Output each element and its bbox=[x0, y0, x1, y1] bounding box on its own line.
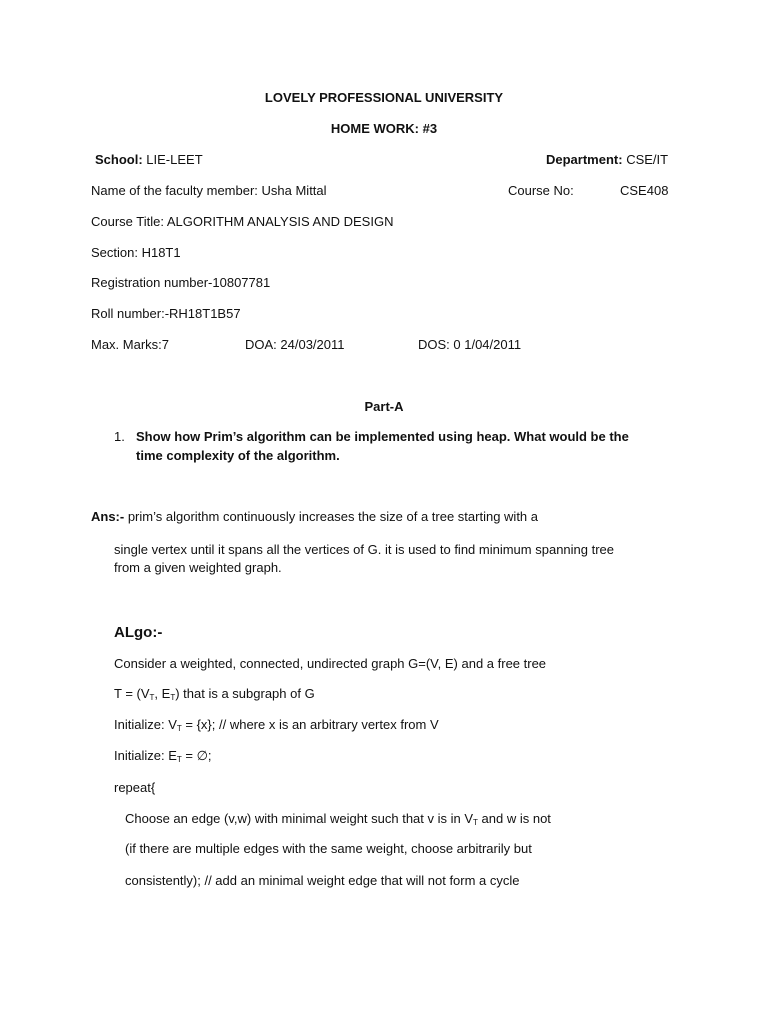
question-line-2: time complexity of the algorithm. bbox=[136, 448, 340, 463]
algo-consider: Consider a weighted, connected, undirected graph G=(V, E) and a free tree bbox=[114, 656, 547, 671]
algo-init-v-suffix: = {x}; // where x is an arbitrary vertex from V bbox=[181, 717, 439, 732]
university-title: LOVELY PROFESSIONAL UNIVERSITY bbox=[264, 90, 504, 105]
part-heading: Part-A bbox=[364, 399, 404, 414]
course-no-value: CSE408 bbox=[620, 183, 669, 198]
algo-tree-prefix: T = (V bbox=[114, 686, 150, 701]
registration-line: Registration number-10807781 bbox=[91, 275, 271, 290]
algo-tree-sub-e: T bbox=[170, 693, 176, 702]
school-label: School: bbox=[95, 152, 143, 167]
algo-init-v-prefix: Initialize: V bbox=[114, 717, 177, 732]
school-value: LIE-LEET bbox=[142, 152, 203, 167]
question-number: 1. bbox=[114, 429, 125, 444]
max-marks: Max. Marks:7 bbox=[91, 337, 170, 352]
doa: DOA: 24/03/2011 bbox=[245, 337, 345, 352]
course-no-label: Course No: bbox=[508, 183, 574, 198]
answer-line-2: single vertex until it spans all the vertices of G. it is used to find minimum spanning tree bbox=[114, 542, 615, 557]
school-line bbox=[95, 152, 203, 168]
department-value: CSE/IT bbox=[622, 152, 669, 167]
algo-tree-suffix: ) that is a subgraph of G bbox=[175, 686, 315, 701]
algo-tree bbox=[114, 686, 315, 706]
answer-line-1 bbox=[91, 509, 538, 525]
algo-repeat: repeat{ bbox=[114, 780, 156, 795]
algo-multiple: (if there are multiple edges with the same weight, choose arbitrarily but bbox=[125, 841, 532, 856]
department-label: Department: bbox=[546, 152, 623, 167]
algo-consistently: consistently); // add an minimal weight edge that will not form a cycle bbox=[125, 873, 520, 888]
answer-text-1: prim’s algorithm continuously increases the size of a tree starting with a bbox=[124, 509, 539, 524]
algo-heading: ALgo:- bbox=[114, 624, 163, 641]
algo-init-e-suffix: = ∅; bbox=[181, 748, 212, 763]
algo-choose-prefix: Choose an edge (v,w) with minimal weight such that v is in V bbox=[125, 811, 474, 826]
algo-tree-sub-v: T bbox=[149, 693, 155, 702]
algo-init-e-prefix: Initialize: E bbox=[114, 748, 177, 763]
algo-init-v bbox=[114, 717, 439, 737]
algo-choose-sub: T bbox=[473, 818, 478, 827]
section-line: Section: H18T1 bbox=[91, 245, 181, 260]
answer-label: Ans:- bbox=[91, 509, 125, 524]
homework-title: HOME WORK: #3 bbox=[330, 121, 438, 136]
department-line bbox=[546, 152, 668, 168]
course-title-line: Course Title: ALGORITHM ANALYSIS AND DESIGN bbox=[91, 214, 394, 229]
algo-init-e-sub: T bbox=[176, 755, 182, 764]
dos: DOS: 0 1/04/2011 bbox=[418, 337, 522, 352]
algo-init-v-sub: T bbox=[176, 724, 182, 733]
algo-init-e bbox=[114, 748, 212, 768]
question-line-1: Show how Prim’s algorithm can be implemented using heap. What would be the bbox=[136, 429, 629, 444]
roll-line: Roll number:-RH18T1B57 bbox=[91, 306, 241, 321]
faculty-line: Name of the faculty member: Usha Mittal bbox=[91, 183, 327, 198]
algo-choose bbox=[125, 811, 551, 831]
answer-line-3: from a given weighted graph. bbox=[114, 560, 282, 575]
algo-tree-mid: , E bbox=[154, 686, 171, 701]
algo-choose-suffix: and w is not bbox=[477, 811, 551, 826]
